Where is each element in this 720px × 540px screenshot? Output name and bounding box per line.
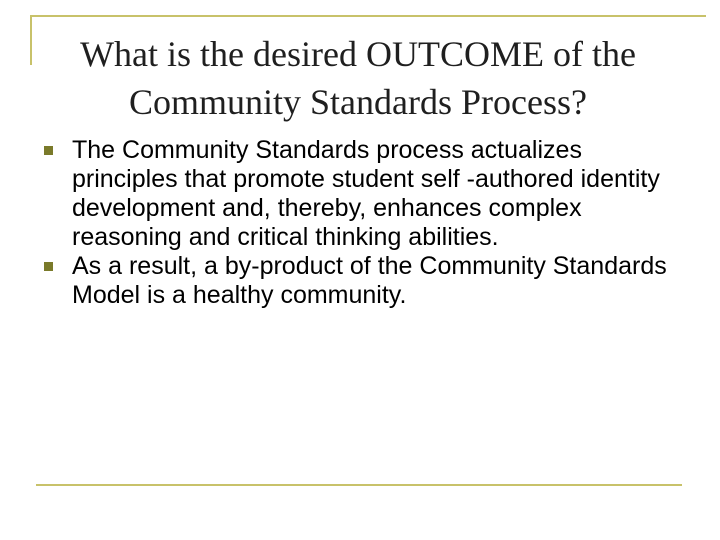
bullet-item-2 <box>40 252 680 310</box>
bullet-text-2: As a result, a by-product of the Community Standards Model is a healthy community. <box>72 252 667 309</box>
bullet-list <box>40 136 680 310</box>
title-line-2: Community Standards Process? <box>129 82 587 122</box>
title-line-1: What is the desired OUTCOME of the <box>80 34 636 74</box>
bullet-text-1: The Community Standards process actualizes principles that promote student self -authored identity development and, thereby, enhances complex reasoning and critical thinking abilities. <box>72 136 660 251</box>
slide-title <box>36 30 680 126</box>
bottom-rule-line <box>36 484 682 486</box>
top-rule-line <box>30 15 706 17</box>
left-rule-line <box>30 15 32 65</box>
square-bullet-icon <box>44 262 53 271</box>
square-bullet-icon <box>44 146 53 155</box>
bullet-item-1 <box>40 136 680 252</box>
